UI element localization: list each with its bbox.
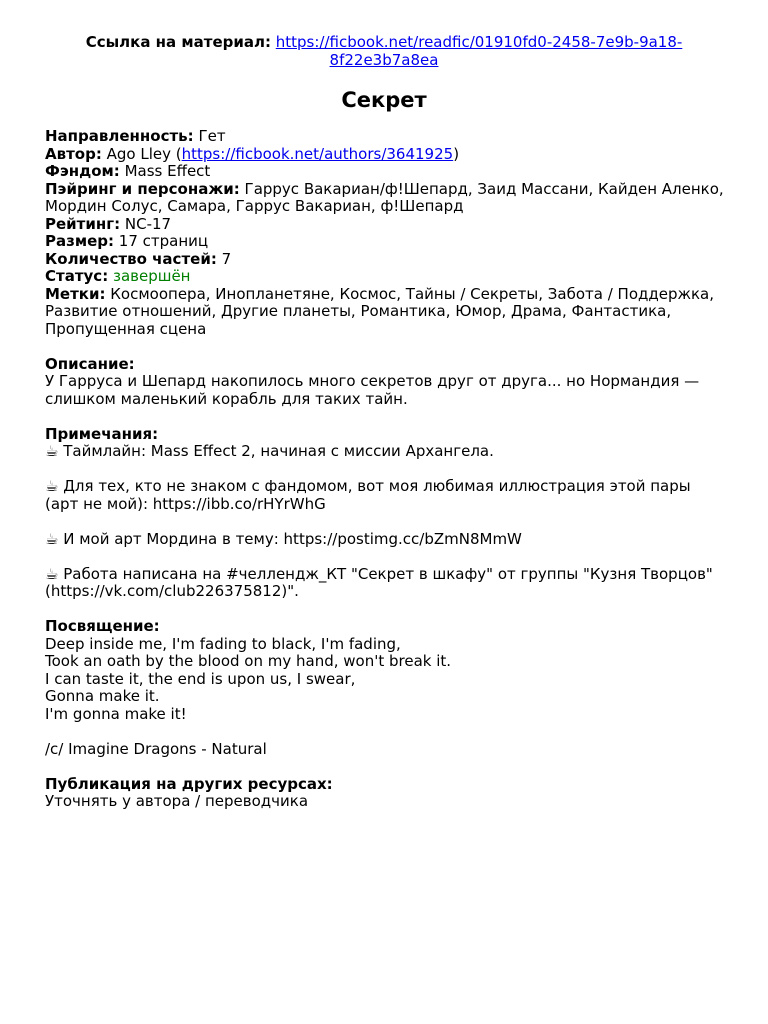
meta-status (45, 268, 725, 286)
note-item: ☕ И мой арт Мордина в тему: https://postimg.cc/bZmN8MmW (45, 529, 522, 548)
dedication-line: Deep inside me, I'm fading to black, I'm fading, (45, 634, 401, 653)
source-link[interactable]: https://ficbook.net/readfic/01910fd0-2458-7e9b-9a18-8f22e3b7a8ea (275, 33, 683, 69)
publication-text: Уточнять у автора / переводчика (45, 792, 309, 810)
note-item: ☕ Для тех, кто не знаком с фандомом, вот моя любимая иллюстрация этой пары (арт не мой): https://ibb.co/rHYrWhG (45, 477, 691, 513)
author-link[interactable]: https://ficbook.net/authors/3641925 (181, 144, 454, 163)
source-line (60, 34, 708, 69)
spacer (45, 338, 725, 356)
description-heading: Описание: (45, 354, 135, 373)
spacer (45, 601, 725, 619)
meta-fandom (45, 163, 725, 181)
status-badge: завершён (112, 267, 191, 285)
spacer (45, 548, 725, 566)
spacer (45, 408, 725, 426)
meta-author-name: Ago Lley (106, 144, 171, 163)
meta-parts (45, 251, 725, 269)
meta-size-label: Размер: (45, 232, 115, 250)
meta-rating-label: Рейтинг: (45, 214, 121, 233)
dedication-line: Gonna make it. (45, 687, 160, 705)
meta-author: Автор: Ago Lley (https://ficbook.net/authors/3641925) (45, 144, 460, 163)
meta-rating (45, 216, 725, 234)
spacer (45, 513, 725, 531)
work-info (45, 128, 725, 811)
meta-parts-value: 7 (221, 249, 232, 268)
publication-heading: Публикация на других ресурсах: (45, 774, 333, 793)
page-title: Секрет (341, 88, 427, 112)
note-item: ☕ Работа написана на #челлендж_КТ "Секрет в шкафу" от группы "Кузня Творцов" (https://vk.com/club226375812)". (45, 564, 713, 600)
dedication-line: Took an oath by the blood on my hand, won't break it. (45, 652, 452, 670)
meta-fandom-label: Фэндом: (45, 162, 120, 180)
meta-status-label: Статус: (45, 267, 109, 285)
meta-size-value: 17 страниц (118, 232, 209, 250)
meta-author-label: Автор: (45, 144, 102, 163)
meta-direction (45, 128, 725, 146)
note-item: ☕ Таймлайн: Mass Effect 2, начиная с миссии Архангела. (45, 442, 494, 460)
meta-tags-label: Метки: (45, 284, 106, 303)
dedication-credit: /c/ Imagine Dragons - Natural (45, 739, 267, 758)
spacer (45, 461, 725, 479)
meta-parts-label: Количество частей: (45, 249, 217, 268)
meta-direction-value: Гет (198, 127, 226, 145)
meta-pairing (45, 181, 725, 216)
meta-size (45, 233, 725, 251)
source-label: Ссылка на материал: (85, 33, 271, 51)
dedication-heading: Посвящение: (45, 617, 160, 635)
meta-pairing-value: Гаррус Вакариан/ф!Шепард, Заид Массани, Кайден Аленко, Мордин Солус, Самара, Гаррус Вакариан, ф!Шепард (45, 179, 724, 215)
spacer (45, 758, 725, 776)
meta-direction-label: Направленность: (45, 127, 194, 145)
dedication-line: I can taste it, the end is upon us, I swear, (45, 669, 356, 688)
meta-tags-value: Космоопера, Инопланетяне, Космос, Тайны / Секреты, Забота / Поддержка, Развитие отношений, Другие планеты, Романтика, Юмор, Драма, Фантастика, Пропущенная сцена (45, 284, 715, 338)
meta-fandom-value: Mass Effect (124, 162, 211, 180)
notes-heading: Примечания: (45, 424, 159, 443)
description-text: У Гарруса и Шепард накопилось много секретов друг от друга... но Нормандия — слишком маленький корабль для таких тайн. (45, 372, 700, 408)
dedication-line: I'm gonna make it! (45, 704, 187, 723)
meta-pairing-label: Пэйринг и персонажи: (45, 179, 240, 198)
meta-rating-value: NC-17 (124, 214, 172, 233)
spacer (45, 723, 725, 741)
meta-tags (45, 286, 725, 339)
